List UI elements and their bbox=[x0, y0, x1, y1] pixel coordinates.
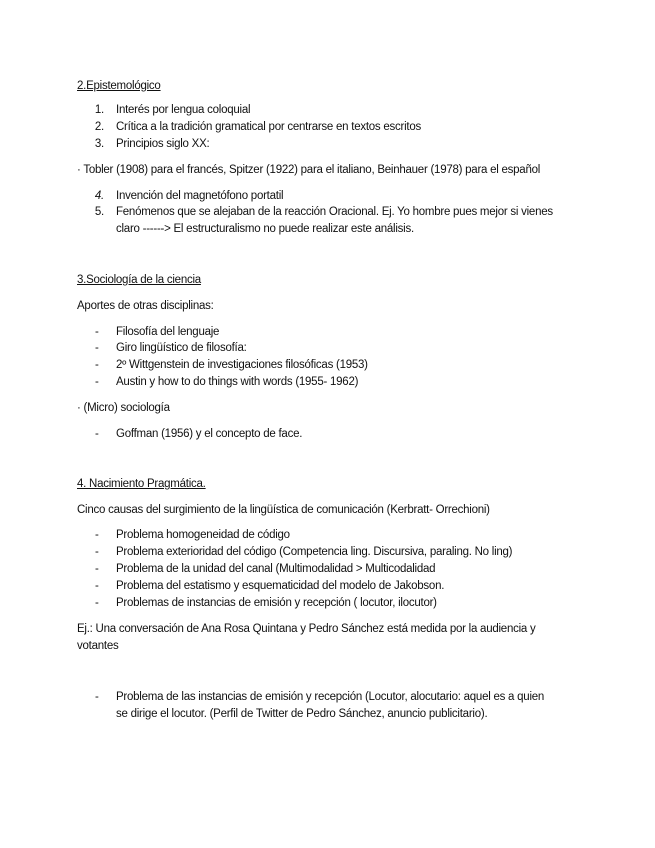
list-item: Problemas de instancias de emisión y recepción ( locutor, ilocutor) bbox=[116, 597, 437, 609]
bullet-dash: - bbox=[95, 691, 99, 703]
list-number: 3. bbox=[94, 138, 104, 150]
list-number: 4. bbox=[94, 190, 104, 202]
list-item: Crítica a la tradición gramatical por centrarse en textos escritos bbox=[116, 121, 421, 133]
list-item: Goffman (1956) y el concepto de face. bbox=[116, 428, 303, 440]
list-item: Principios siglo XX: bbox=[116, 138, 210, 150]
bullet-dash: - bbox=[95, 359, 99, 371]
bullet-dash: - bbox=[95, 546, 99, 558]
list-item: Problema del estatismo y esquematicidad del modelo de Jakobson. bbox=[116, 580, 445, 592]
section-4-intro: Cinco causas del surgimiento de la lingüística de comunicación (Kerbratt- Orrechioni) bbox=[77, 504, 490, 516]
example-line: Ej.: Una conversación de Ana Rosa Quintana y Pedro Sánchez está medida por la audiencia y bbox=[77, 623, 536, 635]
bullet-dash: - bbox=[95, 580, 99, 592]
list-item: Interés por lengua coloquial bbox=[116, 104, 251, 116]
list-item: Problema de la unidad del canal (Multimodalidad > Multicodalidad bbox=[116, 563, 436, 575]
example-line-continuation: votantes bbox=[77, 640, 119, 652]
list-item: Problema homogeneidad de código bbox=[116, 529, 290, 541]
note-line: · Tobler (1908) para el francés, Spitzer (1922) para el italiano, Beinhauer (1978) para el español bbox=[77, 164, 541, 176]
list-item: Fenómenos que se alejaban de la reacción Oracional. Ej. Yo hombre pues mejor si vienes bbox=[116, 206, 553, 218]
section-4-heading: 4. Nacimiento Pragmática. bbox=[77, 478, 206, 490]
subheading-line: · (Micro) sociología bbox=[77, 402, 170, 414]
section-2-heading: 2.Epistemológico bbox=[77, 80, 161, 92]
list-number: 1. bbox=[94, 104, 104, 116]
list-item: Giro lingüístico de filosofía: bbox=[116, 342, 247, 354]
bullet-dash: - bbox=[95, 376, 99, 388]
bullet-dash: - bbox=[95, 597, 99, 609]
section-3-heading: 3.Sociología de la ciencia bbox=[77, 274, 201, 286]
list-item-continuation: se dirige el locutor. (Perfil de Twitter de Pedro Sánchez, anuncio publicitario). bbox=[116, 708, 488, 720]
list-number: 2. bbox=[94, 121, 104, 133]
list-item: Filosofía del lenguaje bbox=[116, 326, 220, 338]
bullet-dash: - bbox=[95, 563, 99, 575]
list-item-continuation: claro ------> El estructuralismo no puede realizar este análisis. bbox=[116, 223, 414, 235]
bullet-dash: - bbox=[95, 342, 99, 354]
section-3-intro: Aportes de otras disciplinas: bbox=[77, 300, 214, 312]
list-item: Problema de las instancias de emisión y recepción (Locutor, alocutario: aquel es a quien bbox=[116, 691, 545, 703]
bullet-dash: - bbox=[95, 529, 99, 541]
list-number: 5. bbox=[94, 206, 104, 218]
bullet-dash: - bbox=[95, 326, 99, 338]
list-item: Invención del magnetófono portatil bbox=[116, 190, 284, 202]
list-item: Problema exterioridad del código (Competencia ling. Discursiva, paraling. No ling) bbox=[116, 546, 513, 558]
list-item: Austin y how to do things with words (1955- 1962) bbox=[116, 376, 359, 388]
bullet-dash: - bbox=[95, 428, 99, 440]
list-item: 2º Wittgenstein de investigaciones filosóficas (1953) bbox=[116, 359, 368, 371]
